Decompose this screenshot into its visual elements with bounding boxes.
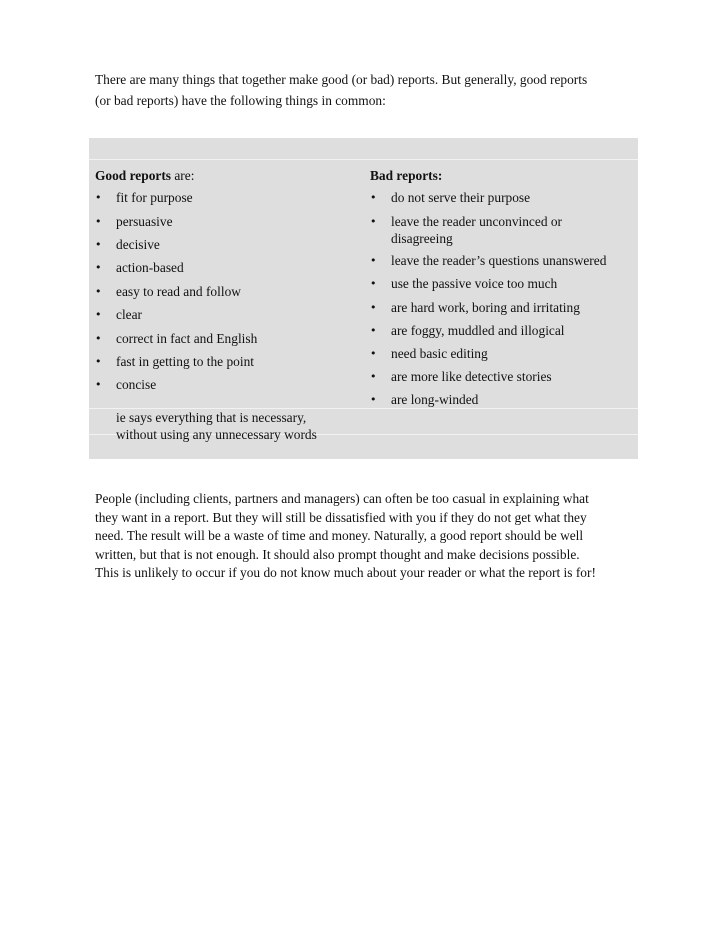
bullet-icon: • [95,378,102,391]
concise-note-line-1: ie says everything that is necessary, [116,410,307,425]
good-list-item-text: fast in getting to the point [116,354,254,369]
closing-line-4: written, but that is not enough. It should also prompt thought and make decisions possible. [95,546,580,562]
intro-line-2: (or bad reports) have the following things in common: [95,93,386,108]
bullet-icon: • [370,254,377,267]
concise-note [116,409,356,443]
bullet-icon: • [370,393,377,406]
good-list-item-text: persuasive [116,214,173,229]
good-reports-heading [95,168,194,184]
closing-line-3: need. The result will be a waste of time and money. Naturally, a good report should be well [95,528,584,544]
closing-paragraph [95,490,640,583]
good-list-item-text: concise [116,377,157,392]
bad-list-item-text: need basic editing [391,346,488,361]
bullet-icon: • [370,347,377,360]
comparison-table [89,138,638,459]
good-list-item-text: decisive [116,237,160,252]
bullet-icon: • [95,215,102,228]
bullet-icon: • [95,332,102,345]
bullet-icon: • [95,238,102,251]
concise-note-line-2: without using any unnecessary words [116,427,317,442]
bad-reports-heading [370,168,442,184]
good-reports-heading-bold: Good reports [95,168,172,183]
good-reports-heading-rest: are: [171,168,195,183]
good-list-item-text: clear [116,307,143,322]
bullet-icon: • [370,277,377,290]
bad-list-item-text: leave the reader’s questions unanswered [391,253,607,268]
bad-list-item-text: do not serve their purpose [391,190,531,205]
good-list-item-text: action-based [116,260,184,275]
bullet-icon: • [370,301,377,314]
table-rule [89,159,638,160]
bullet-icon: • [370,191,377,204]
intro-line-1: There are many things that together make good (or bad) reports. But generally, good reports [95,72,588,87]
bullet-icon: • [95,355,102,368]
closing-line-5: This is unlikely to occur if you do not know much about your reader or what the report is for! [95,565,596,581]
bullet-icon: • [95,261,102,274]
bullet-icon: • [95,285,102,298]
bad-list-item-text: are hard work, boring and irritating [391,300,580,315]
closing-line-2: they want in a report. But they will still be dissatisfied with you if they do not get what they [95,509,587,525]
bad-list-item-text: are foggy, muddled and illogical [391,323,565,338]
bad-list-item-text: are more like detective stories [391,369,552,384]
bullet-icon: • [95,191,102,204]
intro-paragraph [95,69,655,111]
bullet-icon: • [370,215,377,228]
good-list-item-text: fit for purpose [116,190,193,205]
bullet-icon: • [370,370,377,383]
bullet-icon: • [95,308,102,321]
bullet-icon: • [370,324,377,337]
closing-line-1: People (including clients, partners and managers) can often be too casual in explaining what [95,491,589,506]
bad-reports-heading-text: Bad reports: [370,168,443,183]
good-list-item-text: correct in fact and English [116,331,258,346]
good-list-item-text: easy to read and follow [116,284,241,299]
bad-list-item-text: use the passive voice too much [391,276,558,291]
bad-list-item-text: leave the reader unconvinced or disagreeing [391,214,563,246]
bad-list-item-text: are long-winded [391,392,479,407]
